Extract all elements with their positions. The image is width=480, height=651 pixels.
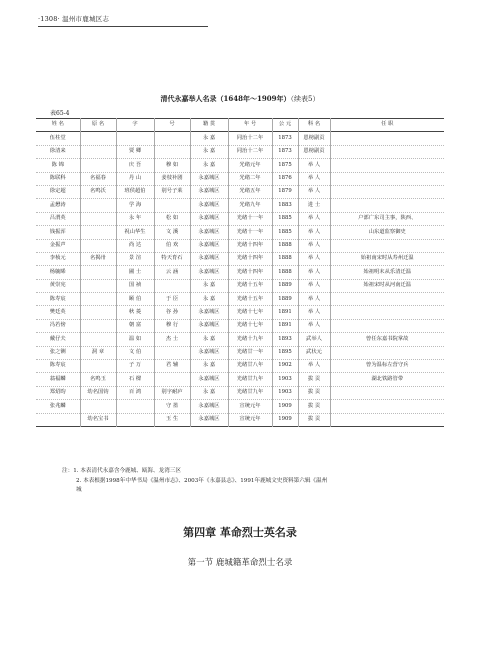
column-header: 公 元 — [272, 119, 298, 132]
table-cell: 永嘉城区 — [190, 319, 228, 332]
table-cell — [36, 413, 80, 426]
table-cell: 冯若傍 — [49, 322, 66, 329]
table-cell: 祝山华生 — [116, 226, 154, 239]
table-cell: 1885 — [272, 226, 298, 239]
table-title-suffix: （续表5） — [290, 95, 320, 103]
table-cell: 1883 — [272, 199, 298, 212]
table-cell: 山东道监察御史 — [330, 226, 444, 239]
table-cell: 1888 — [272, 266, 298, 279]
table-cell: 伯 欢 — [154, 239, 190, 252]
table-cell: 杰 士 — [154, 333, 190, 346]
table-cell: 永 嘉 — [190, 333, 228, 346]
table-cell: 朝 富 — [116, 319, 154, 332]
table-cell — [80, 239, 116, 252]
table-cell: 永 嘉 — [190, 145, 228, 158]
table-cell: 伍柱堂 — [49, 134, 66, 141]
note-line: 注：1. 本表清代永嘉含今鹿城、瓯海、龙湾三区 — [62, 468, 181, 474]
table-cell: 圃 士 — [116, 266, 154, 279]
table-cell — [330, 319, 444, 332]
table-cell: 1893 — [272, 333, 298, 346]
table-cell: 曾任东嘉书院掌故 — [330, 333, 444, 346]
table-cell — [80, 226, 116, 239]
table-cell: 光绪十七年 — [228, 319, 272, 332]
table-title-main: 清代永嘉举人名录（1648年～1909年） — [160, 94, 291, 103]
table-cell: 翁福麟 — [49, 375, 66, 382]
table-cell: 进 士 — [298, 199, 330, 212]
table-cell: 张兆麟 — [49, 402, 66, 409]
table-row — [36, 400, 444, 413]
table-cell: 举 人 — [298, 239, 330, 252]
table-cell — [330, 413, 444, 426]
table-cell: 1891 — [272, 319, 298, 332]
table-cell: 始祖明末从乐清迁温 — [330, 266, 444, 279]
table-cell: 光绪十四年 — [228, 252, 272, 265]
table-cell: 1885 — [272, 212, 298, 225]
table-cell: 光绪十九年 — [228, 333, 272, 346]
table-cell: 1903 — [272, 373, 298, 386]
table-cell: 举 人 — [298, 266, 330, 279]
table-cell: 光绪廿九年 — [228, 386, 272, 399]
table-cell — [80, 266, 116, 279]
table-cell — [330, 159, 444, 172]
table-cell: 光绪十五年 — [228, 293, 272, 306]
column-header: 年 号 — [228, 119, 272, 132]
table-cell — [80, 333, 116, 346]
table-cell: 1902 — [272, 360, 298, 373]
table-cell — [116, 413, 154, 426]
table-cell: 永嘉城区 — [190, 239, 228, 252]
table-cell: 永嘉城区 — [190, 172, 228, 185]
note-line: 2. 本表根据1998年中华书局《温州市志》、2003年《永嘉县志》、1991年鹿城文史资料第六辑《温州 — [76, 477, 328, 484]
table-cell: 名鸣玉 — [80, 373, 116, 386]
table-cell — [330, 132, 444, 145]
table-cell: 永嘉城区 — [190, 266, 228, 279]
table-row — [36, 199, 444, 212]
table-row — [36, 373, 444, 386]
table-cell: 谷 孙 — [154, 306, 190, 319]
table-cell — [80, 319, 116, 332]
table-cell — [330, 199, 444, 212]
table-cell: 永嘉城区 — [190, 413, 228, 426]
table-cell: 穆 行 — [154, 319, 190, 332]
table-cell: 尚 达 — [116, 239, 154, 252]
table-cell: 恩榜副贡 — [298, 132, 330, 145]
table-cell: 拔 贡 — [298, 386, 330, 399]
table-cell: 1903 — [272, 386, 298, 399]
table-cell: 光绪五年 — [228, 185, 272, 198]
table-cell: 名揭卅 — [80, 252, 116, 265]
table-cell: 守 墨 — [154, 400, 190, 413]
table-cell: 永嘉城区 — [190, 346, 228, 359]
table-cell: 举 人 — [298, 360, 330, 373]
table-cell: 1888 — [272, 239, 298, 252]
table-cell: 同治十二年 — [228, 132, 272, 145]
table-cell — [80, 132, 116, 145]
table-cell: 举 人 — [298, 319, 330, 332]
table-cell: 樊廷英 — [49, 308, 66, 315]
section-title: 第一节 鹿城籍革命烈士名录 — [187, 558, 293, 568]
table-cell: 拔 贡 — [298, 400, 330, 413]
table-title — [0, 94, 480, 104]
table-cell: 永 年 — [116, 212, 154, 225]
table-row — [36, 386, 444, 399]
table-cell — [330, 239, 444, 252]
table-cell: 陈寿宸 — [49, 295, 66, 302]
table-cell: 湖北铁路管带 — [330, 373, 444, 386]
table-cell: 于 臣 — [154, 293, 190, 306]
table-cell: 李桢元 — [49, 255, 66, 262]
table-cell: 穆 如 — [154, 159, 190, 172]
table-cell — [330, 185, 444, 198]
table-row — [36, 413, 444, 426]
table-row — [36, 185, 444, 198]
table-cell — [80, 212, 116, 225]
table-cell: 张之铡 — [49, 349, 66, 356]
table-cell: 文 溪 — [154, 226, 190, 239]
table-cell: 黄崇宪 — [49, 282, 66, 289]
table-cell: 永嘉城区 — [190, 199, 228, 212]
table-cell — [80, 293, 116, 306]
table-cell: 始祖宋时从河南迁温 — [330, 279, 444, 292]
table-cell: 永 嘉 — [190, 279, 228, 292]
table-cell: 举 人 — [298, 226, 330, 239]
table-row — [36, 333, 444, 346]
table-cell: 别字耐庐 — [154, 386, 190, 399]
table-cell: 光绪廿一年 — [228, 346, 272, 359]
table-cell — [80, 145, 116, 158]
table-cell: 永嘉城区 — [190, 226, 228, 239]
table-cell: 永嘉城区 — [190, 373, 228, 386]
table-notes — [62, 467, 442, 496]
table-row — [36, 145, 444, 158]
table-cell: 君 辅 — [154, 360, 190, 373]
table-row — [36, 239, 444, 252]
table-row — [36, 293, 444, 306]
table-cell: 洞 章 — [80, 346, 116, 359]
table-cell: 举 人 — [298, 306, 330, 319]
table-cell — [330, 172, 444, 185]
table-cell: 云 涵 — [154, 266, 190, 279]
table-cell: 幼名宝书 — [80, 413, 116, 426]
table-cell: 光绪十四年 — [228, 266, 272, 279]
table-cell: 武状元 — [298, 346, 330, 359]
column-header: 字 — [116, 119, 154, 132]
table-cell: 郑炤昀 — [49, 389, 66, 396]
table-cell: 颐 伯 — [116, 293, 154, 306]
table-cell: 1873 — [272, 132, 298, 145]
table-cell: 徐清来 — [49, 148, 66, 155]
table-cell: 1875 — [272, 159, 298, 172]
table-cell: 文 伯 — [116, 346, 154, 359]
table-cell — [80, 360, 116, 373]
table-header-row — [36, 119, 444, 132]
table-cell — [154, 132, 190, 145]
table-cell — [330, 293, 444, 306]
table-cell: 学 海 — [116, 199, 154, 212]
table-row — [36, 319, 444, 332]
table-cell: 玉 生 — [154, 413, 190, 426]
column-header: 科 名 — [298, 119, 330, 132]
table-cell: 特天育石 — [154, 252, 190, 265]
table-cell — [154, 199, 190, 212]
table-cell: 1876 — [272, 172, 298, 185]
table-row — [36, 226, 444, 239]
table-row — [36, 132, 444, 145]
table-cell: 贾 卿 — [116, 145, 154, 158]
table-cell: 永嘉城区 — [190, 252, 228, 265]
table-cell — [116, 132, 154, 145]
juren-roster-table — [36, 118, 444, 427]
table-cell: 拔 贡 — [298, 413, 330, 426]
table-cell: 陈 锦 — [51, 161, 64, 168]
table-row — [36, 279, 444, 292]
table-cell: 姜枝补剧 — [154, 172, 190, 185]
table-cell: 1909 — [272, 400, 298, 413]
table-cell: 景 渲 — [116, 252, 154, 265]
table-cell — [80, 199, 116, 212]
table-cell: 永 嘉 — [190, 159, 228, 172]
table-cell: 1895 — [272, 346, 298, 359]
table-cell — [80, 279, 116, 292]
table-cell — [154, 145, 190, 158]
table-cell — [330, 400, 444, 413]
column-header: 号 — [154, 119, 190, 132]
table-row — [36, 360, 444, 373]
table-cell — [330, 346, 444, 359]
table-cell: 同治十二年 — [228, 145, 272, 158]
table-cell: 光绪九年 — [228, 199, 272, 212]
column-header: 姓 名 — [51, 121, 64, 128]
table-row — [36, 172, 444, 185]
table-cell: 1889 — [272, 293, 298, 306]
table-cell: 永嘉城区 — [190, 306, 228, 319]
table-cell — [80, 159, 116, 172]
table-cell: 户部广东司主事，陕西、 — [330, 212, 444, 225]
header-rule — [38, 26, 208, 27]
table-cell: 庆 吾 — [116, 159, 154, 172]
table-cell: 幼名国钧 — [80, 386, 116, 399]
table-cell: 光绪十一年 — [228, 226, 272, 239]
table-cell: 举 人 — [298, 252, 330, 265]
table-cell: 宣统元年 — [228, 413, 272, 426]
table-cell: 永 嘉 — [190, 360, 228, 373]
table-cell: 徐定超 — [49, 188, 66, 195]
table-cell: 松 如 — [154, 212, 190, 225]
table-cell: 班侯超伯 — [116, 185, 154, 198]
table-cell: 国 祯 — [116, 279, 154, 292]
table-cell: 光绪元年 — [228, 159, 272, 172]
table-cell: 孟懋涛 — [49, 201, 66, 208]
table-cell: 恩榜副贡 — [298, 145, 330, 158]
table-cell: 子 万 — [116, 360, 154, 373]
table-cell: 钱振浑 — [49, 228, 66, 235]
table-cell — [330, 145, 444, 158]
table-cell: 举 人 — [298, 185, 330, 198]
table-cell: 温 如 — [116, 333, 154, 346]
table-label: 表65-4 — [50, 110, 70, 117]
table-cell: 陈寿宸 — [49, 362, 66, 369]
table-cell: 举 人 — [298, 172, 330, 185]
table-cell: 举 人 — [298, 279, 330, 292]
table-cell: 永嘉城区 — [190, 212, 228, 225]
table-row — [36, 306, 444, 319]
table-cell — [154, 279, 190, 292]
table-cell: 戴仔夫 — [49, 335, 66, 342]
table-cell: 曾为温标左营守兵 — [330, 360, 444, 373]
table-cell: 1888 — [272, 252, 298, 265]
table-cell: 吕渭英 — [49, 215, 66, 222]
column-header: 原 名 — [80, 119, 116, 132]
column-header: 籍 贯 — [190, 119, 228, 132]
chapter-title: 第四章 革命烈士英名录 — [183, 526, 297, 539]
table-cell: 1909 — [272, 413, 298, 426]
table-cell: 1879 — [272, 185, 298, 198]
table-cell — [80, 400, 116, 413]
table-cell — [80, 306, 116, 319]
table-row — [36, 252, 444, 265]
table-cell: 1891 — [272, 306, 298, 319]
table-cell: 秋 菱 — [116, 306, 154, 319]
table-cell: 武举人 — [298, 333, 330, 346]
table-cell — [154, 346, 190, 359]
table-row — [36, 346, 444, 359]
table-cell: 光绪廿九年 — [228, 373, 272, 386]
table-cell — [154, 373, 190, 386]
table-row — [36, 212, 444, 225]
table-row — [36, 266, 444, 279]
table-cell: 永嘉城区 — [190, 185, 228, 198]
table-cell: 名鸣沃 — [80, 185, 116, 198]
table-cell — [330, 306, 444, 319]
table-cell: 举 人 — [298, 293, 330, 306]
table-cell: 始祖南宋时从寿州迁温 — [330, 252, 444, 265]
table-cell: 举 人 — [298, 212, 330, 225]
table-cell: 金振声 — [49, 241, 66, 248]
table-cell: 光绪二年 — [228, 172, 272, 185]
table-cell: 永嘉城区 — [190, 400, 228, 413]
table-cell: 陈联科 — [49, 174, 66, 181]
table-cell: 石 樑 — [116, 373, 154, 386]
table-cell: 杨毓晞 — [49, 268, 66, 275]
table-cell: 光绪十七年 — [228, 306, 272, 319]
table-cell — [330, 386, 444, 399]
table-cell: 永 嘉 — [190, 293, 228, 306]
table-cell: 光绪十一年 — [228, 212, 272, 225]
table-cell: 永 嘉 — [190, 386, 228, 399]
table-cell: 永 嘉 — [190, 132, 228, 145]
table-cell: 光绪廿八年 — [228, 360, 272, 373]
table-cell — [116, 400, 154, 413]
table-cell: 举 人 — [298, 159, 330, 172]
page-header: ·1308· 温州市鹿城区志 — [38, 15, 110, 23]
table-cell: 百 鸿 — [116, 386, 154, 399]
table-cell: 光绪十五年 — [228, 279, 272, 292]
table-cell: 别号子莱 — [154, 185, 190, 198]
table-cell: 光绪十四年 — [228, 239, 272, 252]
table-cell: 宣统元年 — [228, 400, 272, 413]
table-cell: 拔 贡 — [298, 373, 330, 386]
table-cell: 名福春 — [80, 172, 116, 185]
table-cell: 丹 山 — [116, 172, 154, 185]
table-cell: 1873 — [272, 145, 298, 158]
note-line: 城 — [76, 487, 82, 493]
table-row — [36, 159, 444, 172]
column-header: 任 职 — [330, 119, 444, 132]
table-cell: 1889 — [272, 279, 298, 292]
